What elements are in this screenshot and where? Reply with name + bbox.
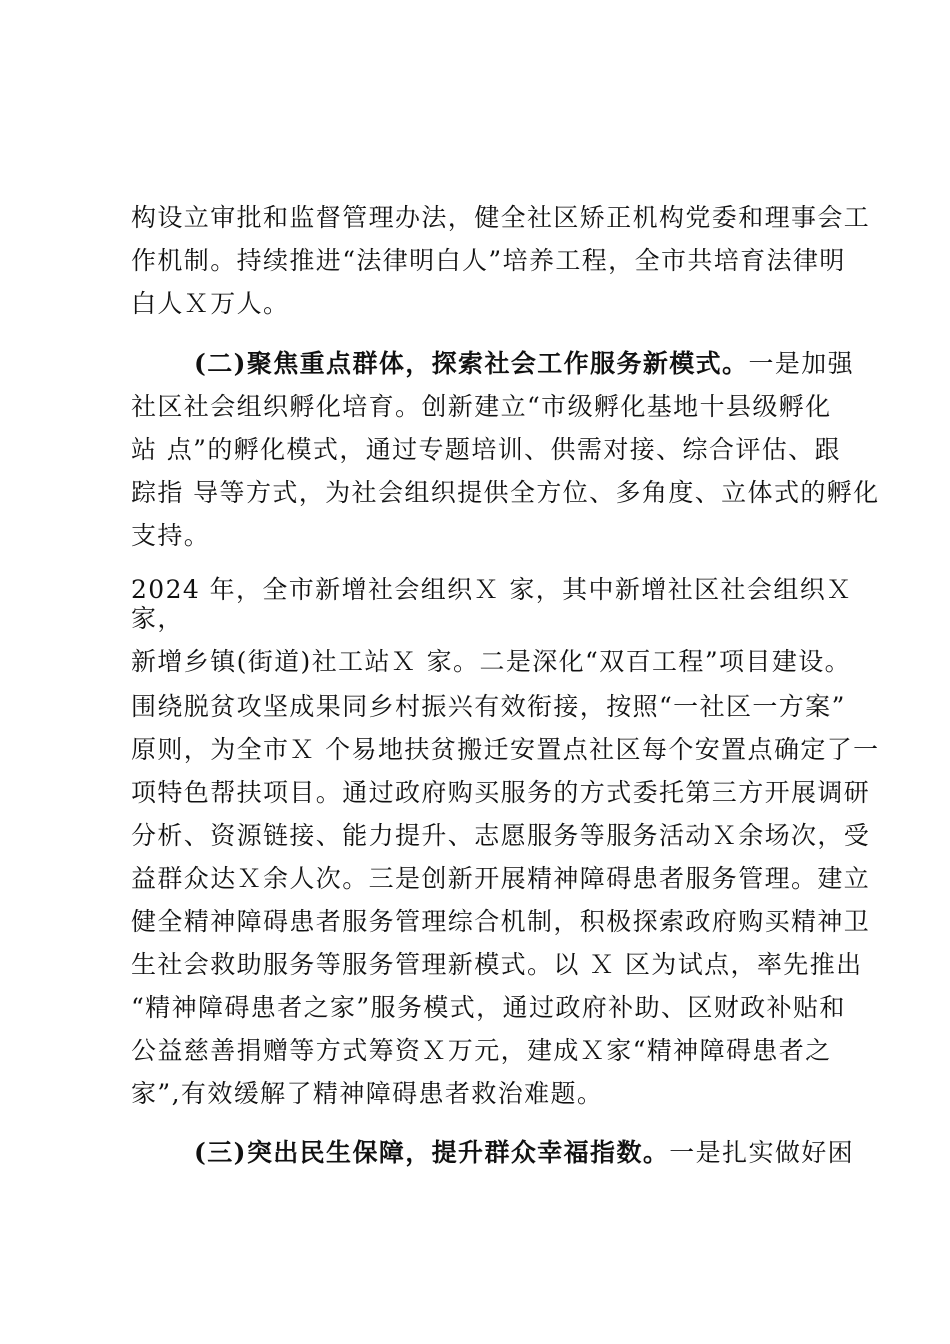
body-line: 分析、资源链接、能力提升、志愿服务等服务活动Ｘ余场次，受 (131, 821, 871, 850)
body-line: 家， (131, 604, 184, 633)
section-line (194, 349, 854, 379)
body-text: 一是加强 (748, 349, 855, 378)
body-line: “精神障碍患者之家”服务模式，通过政府补助、区财政补贴和 (131, 993, 846, 1022)
body-line: 家”,有效缓解了精神障碍患者救治难题。 (131, 1079, 604, 1108)
body-line: 新增乡镇(街道)社工站Ｘ 家。二是深化“双百工程”项目建设。 (131, 647, 852, 676)
body-line: 支持。 (131, 521, 211, 550)
body-line: 作机制。持续推进“法律明白人”培养工程，全市共培育法律明 (131, 246, 846, 275)
section-heading-2: (二)聚焦重点群体，探索社会工作服务新模式。 (194, 349, 749, 378)
body-line: 健全精神障碍患者服务管理综合机制，积极探索政府购买精神卫 (131, 907, 871, 936)
section-line (194, 1138, 854, 1168)
section-heading-3: (三)突出民生保障，提升群众幸福指数。 (194, 1138, 670, 1167)
body-line: 公益慈善捐赠等方式筹资Ｘ万元，建成Ｘ家“精神障碍患者之 (131, 1036, 832, 1065)
body-line: 踪指 导等方式，为社会组织提供全方位、多角度、立体式的孵化 (131, 478, 880, 507)
body-line: 原则，为全市Ｘ 个易地扶贫搬迁安置点社区每个安置点确定了一 (131, 735, 880, 764)
body-line: 社区社会组织孵化培育。创新建立“市级孵化基地十县级孵化 (131, 392, 832, 421)
body-line: 2024 年，全市新增社会组织Ｘ 家，其中新增社区社会组织Ｘ (131, 575, 853, 604)
body-line: 益群众达Ｘ余人次。三是创新开展精神障碍患者服务管理。建立 (131, 864, 871, 893)
body-line: 构设立审批和监督管理办法，健全社区矫正机构党委和理事会工 (131, 203, 871, 232)
body-line: 站 点”的孵化模式，通过专题培训、供需对接、综合评估、跟 (131, 435, 841, 464)
body-line: 围绕脱贫攻坚成果同乡村振兴有效衔接，按照“一社区一方案” (131, 692, 846, 721)
body-text: 一是扎实做好困 (669, 1138, 855, 1167)
body-line: 白人Ｘ万人。 (131, 289, 290, 318)
body-line: 生社会救助服务等服务管理新模式。以 Ｘ 区为试点，率先推出 (131, 950, 863, 979)
body-line: 项特色帮扶项目。通过政府购买服务的方式委托第三方开展调研 (131, 778, 871, 807)
